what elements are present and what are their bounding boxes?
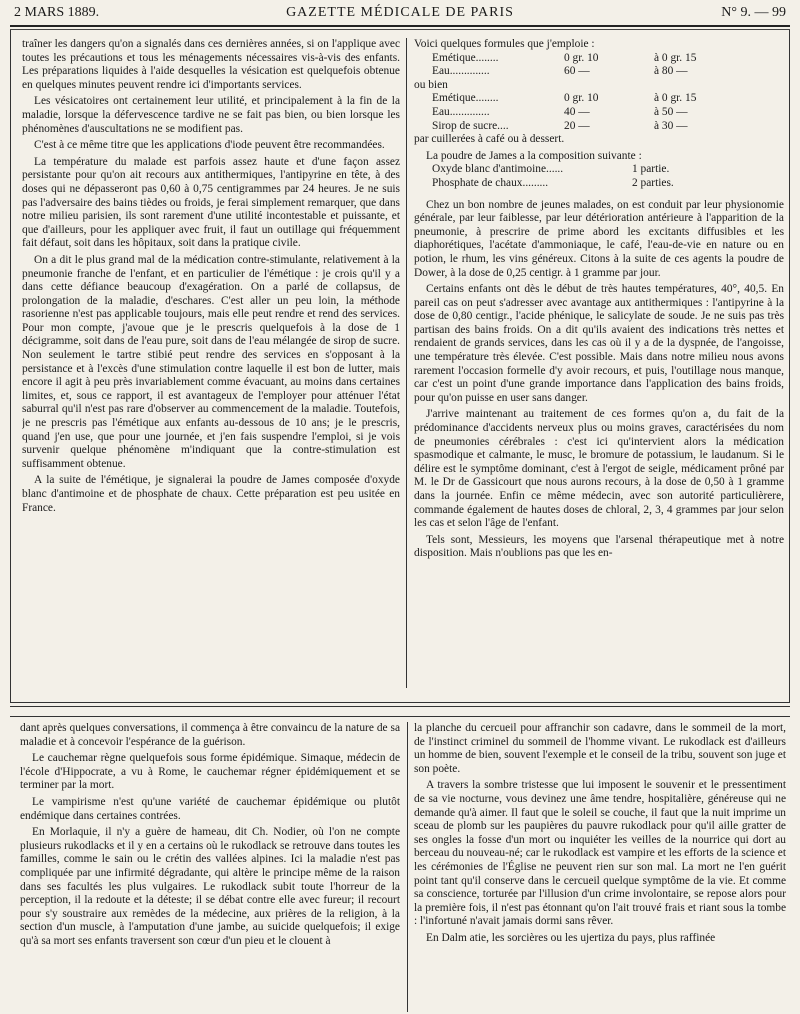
frame-left-rule bbox=[10, 30, 11, 702]
header-rule-thin bbox=[10, 29, 790, 30]
paragraph: dant après quelques conversations, il commença à être convaincu de la nature de sa maladie et à concevoir l'espérance de la guérison. bbox=[20, 722, 400, 748]
formula-row bbox=[432, 92, 784, 106]
paragraph: Tels sont, Messieurs, les moyens que l'arsenal thérapeutique met à notre disposition. Mais n'oublions pas que les en- bbox=[414, 533, 784, 560]
upper-right-column bbox=[414, 38, 784, 688]
column-divider bbox=[407, 722, 408, 1012]
ingredient: Emétique........ bbox=[432, 51, 499, 64]
paragraph: Le cauchemar règne quelquefois sous forme épidémique. Simaque, médecin de l'école d'Hippocrate, a vu à Rome, le cauchemar régner épidémiquement et se terminer par la mort. bbox=[20, 752, 400, 792]
dose-max: à 50 — bbox=[654, 105, 688, 118]
parts: 1 partie. bbox=[632, 163, 670, 176]
journal-title: GAZETTE MÉDICALE DE PARIS bbox=[286, 5, 514, 20]
paragraph: la planche du cercueil pour affranchir son cadavre, dans le sommeil de la mort, de l'instinct criminel du sommeil de l'homme vivant. Le rukodlack est d'ailleurs un homme de bien, souvent l'exemple et le conseil de la tribu, souvent son juge et son poète. bbox=[414, 722, 786, 775]
frame-right-rule bbox=[789, 30, 790, 702]
paragraph: Chez un bon nombre de jeunes malades, on est conduit par leur physionomie générale, par leur faiblesse, par leur détérioration antérieure à l'apparition de la pneumonie, à prescrire de prime abord les excitants diffusibles et les diaphorétiques, l'acétate d'ammoniaque, le café, l'eau-de-vie en nature ou en potion, le rhum, les vins généreux. Citons à la suite de ces agents la poudre de Dower, à la dose de 0,25 centigr. à 1 gramme par jour. bbox=[414, 198, 784, 279]
paragraph: A la suite de l'émétique, je signalerai la poudre de James composée d'oxyde blanc d'antimoine et de phosphate de chaux. Cette préparation est peu usitée en France. bbox=[22, 474, 400, 514]
formula-row bbox=[432, 163, 784, 177]
paragraph: En Morlaquie, il n'y a guère de hameau, dit Ch. Nodier, où l'on ne compte plusieurs rukodlacks et il y en a certains où le rukodlack se retrouve dans toutes les familles, comme le sain ou le crétin des vallées alpines. Ici la maladie n'est pas compliquée par une infirmité dégradante, qui altère le principe même de la raison dans ses facultés les plus vulgaires. Le rukodlack subit toute l'horreur de la perception, il la redoute et la déteste; il se débat contre elle avec fureur; il recourt pour s'y soustraire aux remèdes de la médecine, aux prières de la religion, à la section d'un muscle, à l'amputation d'une jambe, au suicide quelquefois; il exige qu'à sa mort ses enfants traversent son cœur d'un pieu et le clouent à bbox=[20, 826, 400, 947]
issue-page-number: N° 9. — 99 bbox=[721, 5, 786, 20]
formulas-intro: Voici quelques formules que j'emploie : bbox=[414, 38, 595, 50]
section-rule bbox=[10, 706, 790, 707]
formula-row bbox=[432, 52, 784, 66]
dose-min: 0 gr. 10 bbox=[564, 92, 599, 105]
james-powder-formula bbox=[414, 163, 784, 190]
lower-right-column bbox=[414, 722, 786, 1012]
paragraph: J'arrive maintenant au traitement de ces formes qu'on a, du fait de la prédominance d'accidents nerveux plus ou moins graves, caractérisées du nom de pneumonies cérébrales : c'est ici qu'intervient alors la médication spasmodique et calmante, le musc, le bromure de potassium, le laudanum. Si le délire est le symptôme dominant, c'est à l'ergot de seigle, médicament prôné par M. le Dr de Gassicourt que nous aurons recours, à la dose de 0,50 à 1 gramme dans la journée. Enfin ce même médecin, avec son autorité particulièrere, commande également de hautes doses de chloral, 2, 3, 4 grammes par jour selon les cas et selon l'âge de l'enfant. bbox=[414, 408, 784, 530]
upper-left-column bbox=[22, 38, 400, 688]
dosage-note: par cuillerées à café ou à dessert. bbox=[414, 133, 565, 146]
page-header bbox=[14, 3, 786, 23]
paragraph: Le vampirisme n'est qu'une variété de cauchemar épidémique ou plutôt endémique dans certaines contrées. bbox=[20, 795, 400, 822]
or-label: ou bien bbox=[414, 78, 448, 91]
formula-row bbox=[432, 106, 784, 120]
paragraph: Les vésicatoires ont certainement leur utilité, et principalement à la fin de la maladie, lorsque la défervescence tardive ne se fait pas bien, ou bien lorsque les phénomènes d'auscultations ne se modifient pas. bbox=[22, 95, 400, 135]
paragraph: Certains enfants ont dès le début de très hautes températures, 40°, 40,5. En pareil cas on peut s'adresser avec avantage aux antithermiques : l'antipyrine à la dose de 0,80 centigr., l'acide phénique, le salicylate de soude. Je ne suis pas très partisan des bains froids. On a dit qu'ils avaient des indications très nettes et rendaient de grands services, dans les cas où il y a de la dyspnée, de l'angoisse, une température très élevée. C'est possible. Mais dans notre milieu nous avons rarement l'occasion formelle d'y avoir recours, et puis, l'outillage nous manque, car c'est un point d'une grande importance dans l'application des bains froids, pour qu'on puisse en user sans danger. bbox=[414, 283, 784, 404]
paragraph: traîner les dangers qu'on a signalés dans ces dernières années, si on l'applique avec toutes les précautions et tous les ménagements nécessaires vis-à-vis des enfants. Les préparations liquides à l'aide desquelles la vésication est quelquefois obtenue en quelques minutes peuvent rendre ici d'importants services. bbox=[22, 38, 400, 91]
ingredient: Eau.............. bbox=[432, 105, 490, 118]
ingredient: Oxyde blanc d'antimoine...... bbox=[432, 163, 564, 176]
column-divider bbox=[406, 38, 407, 688]
ingredient: Eau.............. bbox=[432, 65, 490, 78]
paragraph: C'est à ce même titre que les applications d'iode peuvent être recommandées. bbox=[34, 139, 385, 152]
paragraph: La température du malade est parfois assez haute et d'une façon assez persistante pour qu'on ait recours aux antithermiques, l'antipyrine en tête, à des doses qui ne dépasseront pas 0,60 à 0,75 centigrammes par 24 heures. Je ne suis pas l'adversaire des bains tièdes ou froids, je ferai simplement remarquer, que dans notre milieu parisien, ils sont rarement d'une utilité incontestable et puissante, et que d'ailleurs, pour les appliquer avec fruit, il faut un outillage qui fréquemment fait défaut, soit dans les hôpitaux, soit dans la pratique civile. bbox=[22, 155, 400, 250]
formula-row bbox=[432, 177, 784, 191]
dose-max: à 80 — bbox=[654, 65, 688, 78]
dose-min: 40 — bbox=[564, 105, 590, 118]
dose-min: 20 — bbox=[564, 119, 590, 132]
issue-date: 2 MARS 1889. bbox=[14, 5, 100, 20]
header-rule bbox=[10, 25, 790, 27]
dose-min: 60 — bbox=[564, 65, 590, 78]
dose-max: à 0 gr. 15 bbox=[654, 92, 697, 105]
paragraph: A travers la sombre tristesse que lui imposent le souvenir et le pressentiment de sa vie nocturne, vous devinez une âme tendre, hospitalière, généreuse qui ne demande qu'à aimer. Il faut que le soleil se couche, il faut que la nuit imprime un sceau de plomb sur les paupières du pauvre rukodlack pour qu'il aille gratter de ses ongles la fosse d'un mort ou inquiéter les veilles de la nourrice qui dort au berceau du nouveau-né; car le rukodlack est vampire et les efforts de la science et les cérémonies de l'Église ne peuvent rien sur son mal. La mort ne l'en guérit point tant qu'il conserve dans le cercueil quelque symptôme de la vie. Et comme sa conscience, torturée par l'illusion d'un crime involontaire, se repose alors pour la première fois, il n'est pas étonnant qu'on l'ait trouvé frais et riant sous la tombe : l'infortuné n'avait jamais dormi sans rêver. bbox=[414, 779, 786, 928]
ingredient: Emétique........ bbox=[432, 92, 499, 105]
formula-row bbox=[432, 120, 784, 134]
section-rule bbox=[10, 702, 790, 703]
formula-1 bbox=[414, 52, 784, 79]
james-intro: La poudre de James a la composition suivante : bbox=[426, 149, 642, 162]
parts: 2 parties. bbox=[632, 176, 674, 189]
paragraph: En Dalm atie, les sorcières ou les ujertiza du pays, plus raffinée bbox=[426, 931, 716, 944]
formula-2 bbox=[414, 92, 784, 133]
lower-left-column bbox=[20, 722, 400, 1012]
feuilleton-rule bbox=[10, 716, 790, 717]
ingredient: Sirop de sucre.... bbox=[432, 119, 509, 132]
dose-max: à 30 — bbox=[654, 119, 688, 132]
dose-max: à 0 gr. 15 bbox=[654, 51, 697, 64]
dose-min: 0 gr. 10 bbox=[564, 51, 599, 64]
formula-row bbox=[432, 65, 784, 79]
ingredient: Phosphate de chaux......... bbox=[432, 176, 549, 189]
paragraph: On a dit le plus grand mal de la médication contre-stimulante, relativement à la pneumonie franche de l'enfant, et en particulier de l'émétique : je crois qu'il y a dans cette défiance beaucoup d'exagération. On a parlé de collapsus, de prolongation de la maladie, d'eschares. C'est aller un peu loin, la méthode rasorienne n'est pas applicable toujours, mais elle peut rendre et rend des services. Pour mon compte, j'avoue que je le prescris quelquefois à la dose de 1 décigramme, soit dans de l'eau pure, soit dans de l'eau mélangée de sirop de sucre. Non seulement le tartre stibié peut rendre des services en s'opposant à la persistance et à l'excès d'une stimulation contre laquelle il est bon de lutter, mais encore il agit à peu près invariablement comme évacuant, au moins dans certaines limites, et, sous ce rapport, il est avantageux de l'employer pour atténuer l'état saburral qu'il n'est pas rare d'observer au commencement de la maladie. Toutefois, je ne prescris pas l'émétique aux enfants au-dessous de 10 ans; je le prescris, quand j'en use, que pour une journée, et j'en fais suspendre l'emploi, si je vois survenir quelque phénomène m'indiquant que la contre-stimulation est suffisamment obtenue. bbox=[22, 253, 400, 470]
